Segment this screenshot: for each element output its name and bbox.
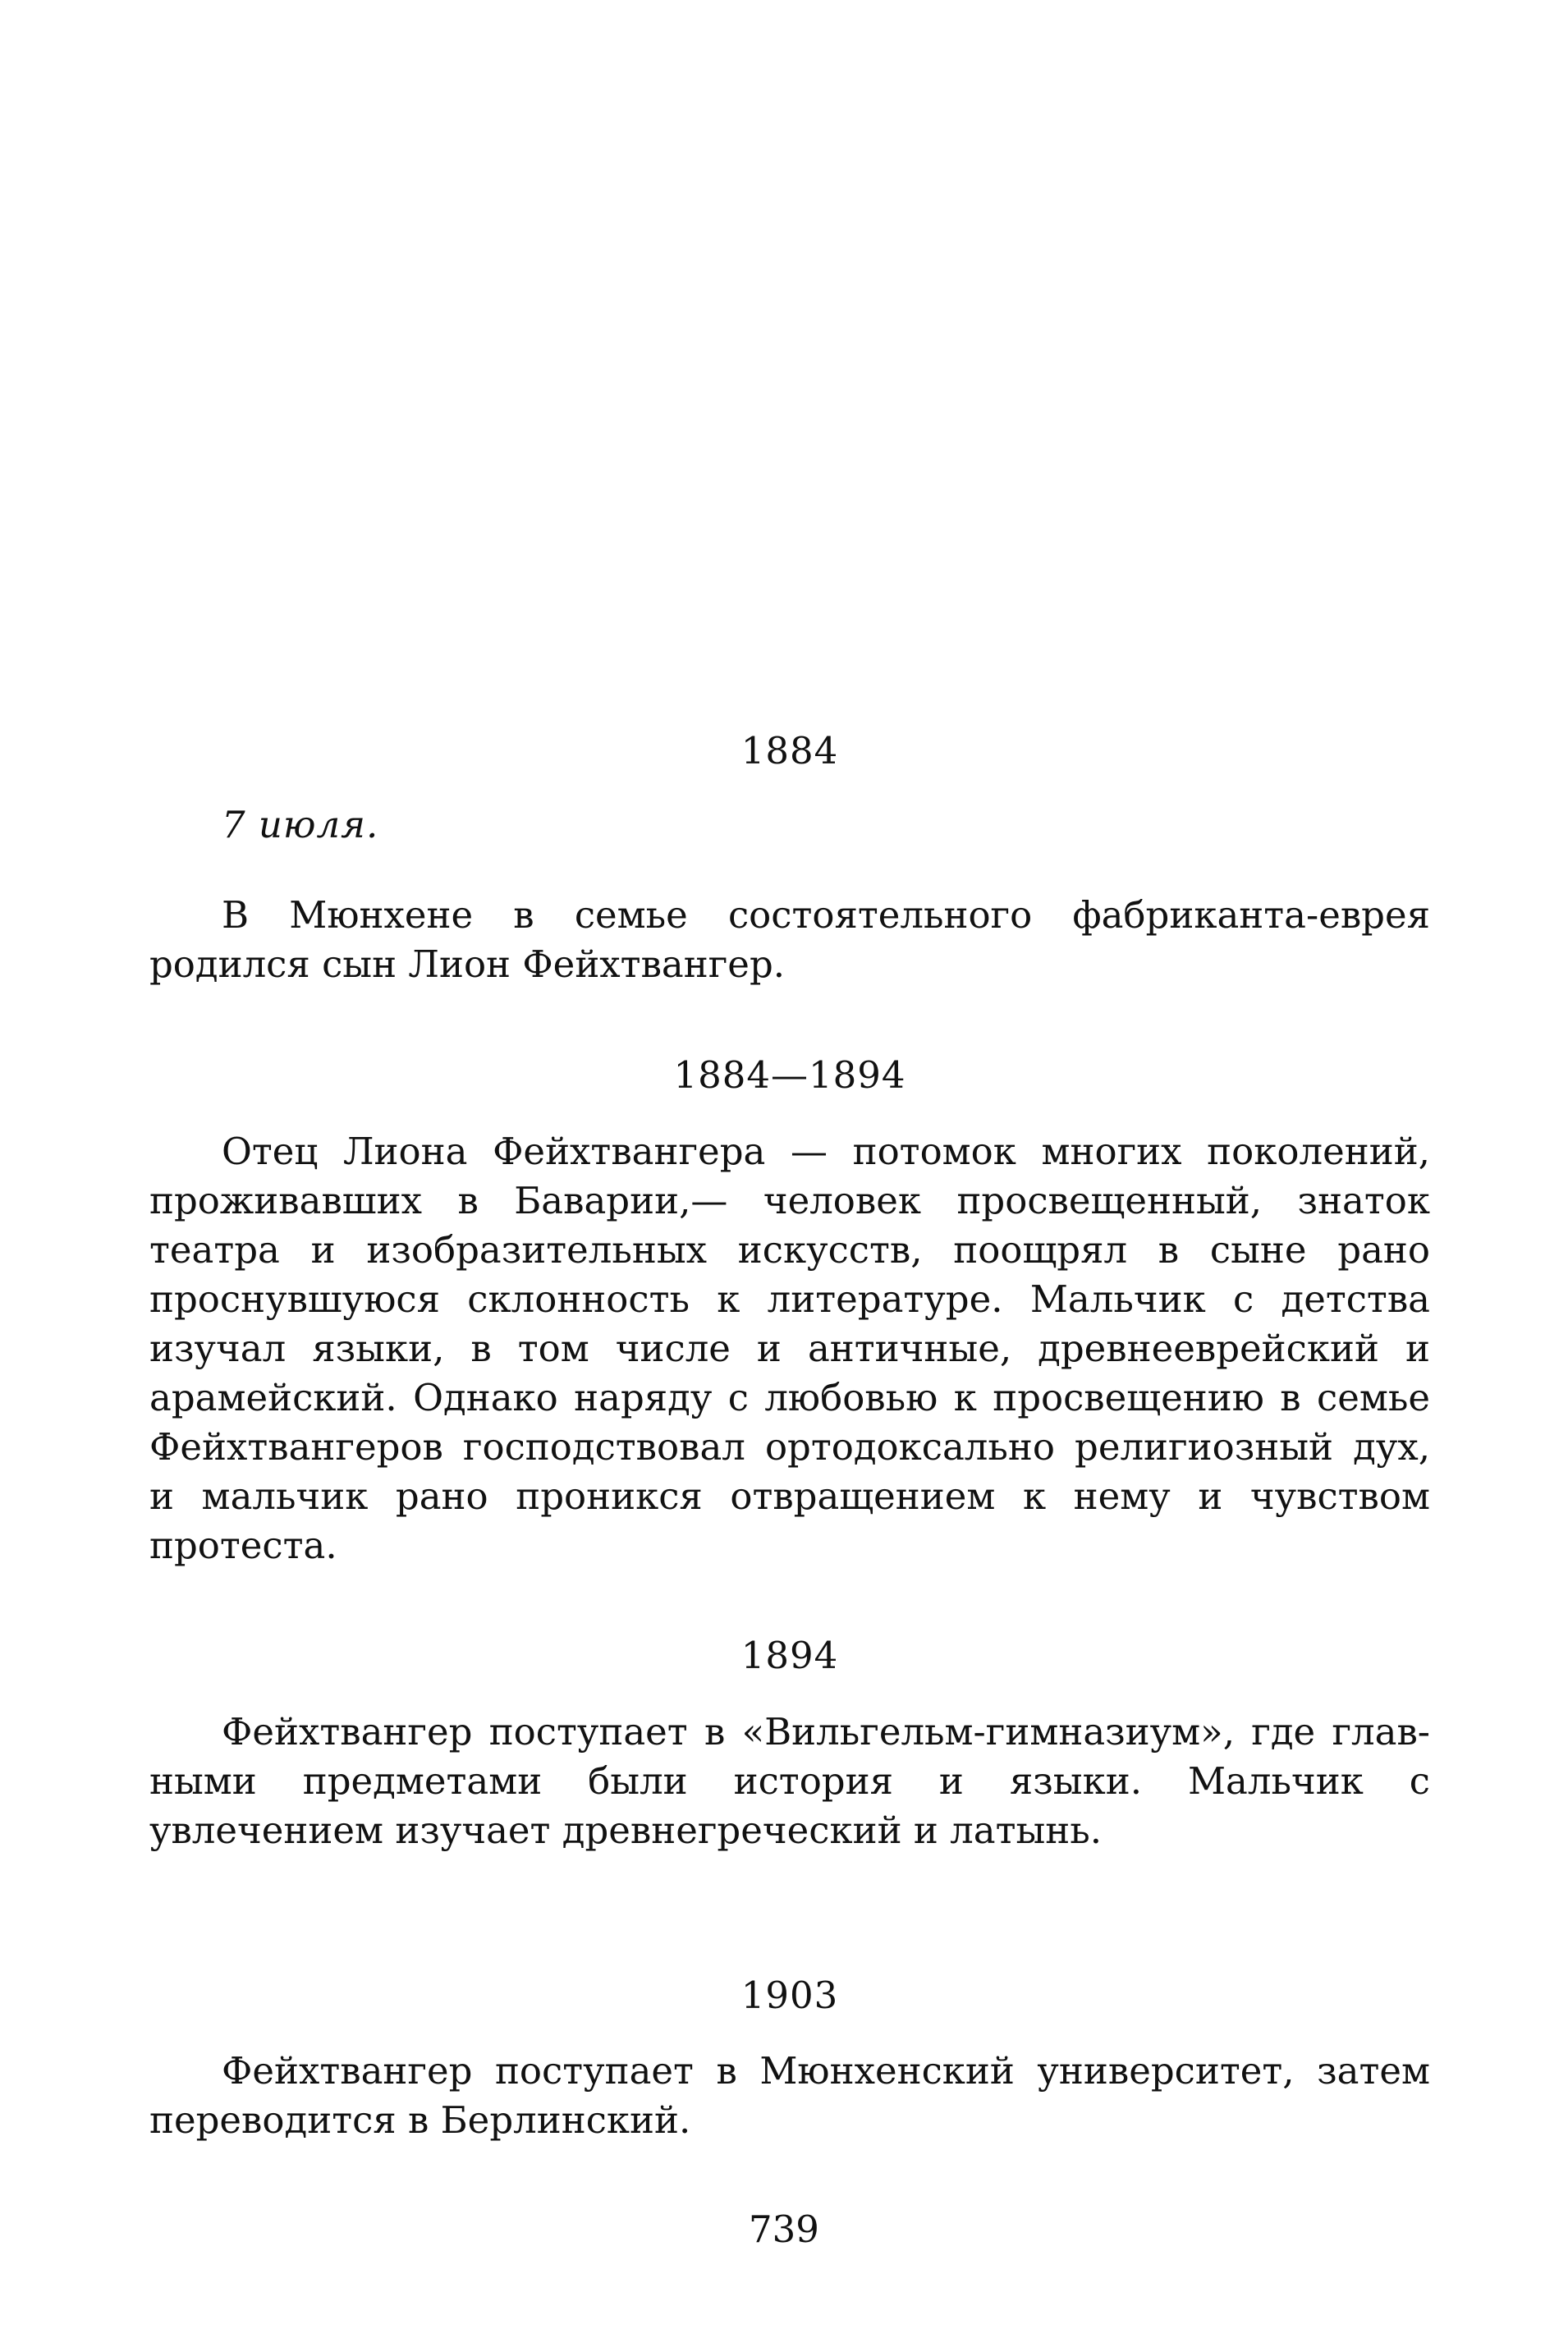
paragraph-1894: Фейхтвангер поступает в «Вильгельм-гимназиум», где главными предметами были история и языки. Мальчик с увлечением изучает древнегреческий и латынь. [149,1710,1430,1852]
paragraph-1884: В Мюнхене в семье состоятельного фабриканта-еврея родился сын Лион Фейхтвангер. [149,893,1430,986]
paragraph-1903: Фейхтвангер поступает в Мюнхенский университет, затем переводится в Берлинский. [149,2049,1430,2142]
paragraph-1884-1894: Отец Лиона Фейхтвангера — потомок многих поколений, проживавших в Баварии,— человек просвещенный, знаток театра и изобразительных искусств, поощрял в сыне рано проснувшуюся склонность к литературе. Мальчик с детства изучал языки, в том числе и античные, древнееврейский и арамейский. Однако наряду с любовью к просвещению в семье Фейхтвангеров господствовал ортодоксально религиозный дух, и мальчик рано проникся отвращением к нему и чувством протеста. [149,1130,1430,1567]
year-heading-1884-1894: 1884—1894 [673,1053,906,1097]
date-7-july: 7 июля. [222,803,379,846]
page-number: 739 [749,2208,819,2251]
year-heading-1903: 1903 [740,1974,839,2017]
year-heading-1894: 1894 [740,1634,839,1677]
year-heading-1884: 1884 [740,729,839,773]
